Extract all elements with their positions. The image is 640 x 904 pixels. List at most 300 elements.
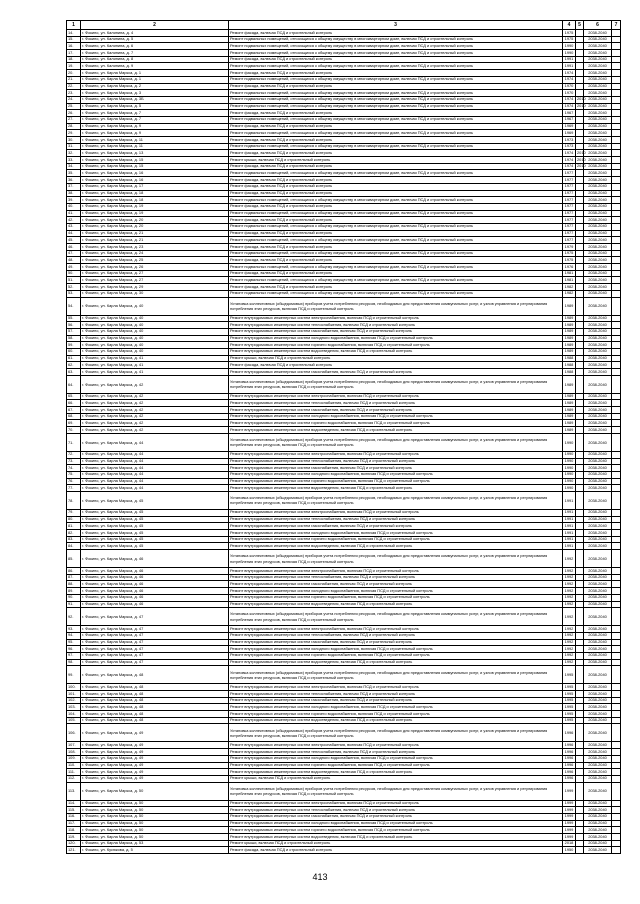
repair-year-cell xyxy=(576,652,584,659)
build-year-cell: 1991 xyxy=(563,516,576,523)
table-row xyxy=(67,30,621,37)
build-year-cell: 1970 xyxy=(563,90,576,97)
note-cell xyxy=(612,769,621,776)
build-year-cell: 1996 xyxy=(563,755,576,762)
note-cell xyxy=(612,807,621,814)
address-cell: г. Фокино, ул. Карла Маркса, д. 48 xyxy=(81,697,229,704)
row-number-cell: 117. xyxy=(67,820,81,827)
address-cell: г. Фокино, ул. Карла Маркса, д. 11 xyxy=(81,143,229,150)
work-type-cell: Ремонт внутридомовых инженерных систем холодного водоснабжения, включая ПСД и строительный контроль xyxy=(229,820,563,827)
note-cell xyxy=(612,639,621,646)
planned-period-cell: 2038-2040 xyxy=(584,50,612,57)
planned-period-cell: 2038-2040 xyxy=(584,711,612,718)
note-cell xyxy=(612,471,621,478)
planned-period-cell: 2038-2040 xyxy=(584,375,612,393)
planned-period-cell: 2038-2040 xyxy=(584,594,612,601)
note-cell xyxy=(612,847,621,854)
build-year-cell: 1995 xyxy=(563,691,576,698)
table-row xyxy=(67,348,621,355)
work-type-cell: Ремонт внутридомовых инженерных систем теплоснабжения, включая ПСД и строительный контроль xyxy=(229,516,563,523)
build-year-cell: 1996 xyxy=(563,769,576,776)
planned-period-cell: 2038-2040 xyxy=(584,478,612,485)
planned-period-cell: 2038-2040 xyxy=(584,574,612,581)
repair-year-cell xyxy=(576,342,584,349)
build-year-cell: 1988 xyxy=(563,369,576,376)
address-cell: г. Фокино, ул. Карла Маркса, д. 50 xyxy=(81,834,229,841)
address-cell: г. Фокино, ул. Карла Маркса, д. 9 xyxy=(81,123,229,130)
table-row xyxy=(67,183,621,190)
note-cell xyxy=(612,163,621,170)
address-cell: г. Фокино, ул. Карла Маркса, д. 25 xyxy=(81,257,229,264)
planned-period-cell: 2038-2040 xyxy=(584,197,612,204)
work-type-cell: Установка коллективных (общедомовых) приборов учета потребления ресурсов, необходимых для предоставления коммунальных услуг, и узлов управления и регулирования потребления этих ресурсов, включая ПСД и строительный контроль xyxy=(229,782,563,800)
repair-year-cell xyxy=(576,516,584,523)
repair-year-cell xyxy=(576,451,584,458)
address-cell: г. Фокино, ул. Карла Маркса, д. 27 xyxy=(81,270,229,277)
work-type-cell: Ремонт внутридомовых инженерных систем теплоснабжения, включая ПСД и строительный контроль xyxy=(229,749,563,756)
repair-year-cell xyxy=(576,270,584,277)
planned-period-cell: 2038-2040 xyxy=(584,626,612,633)
table-row xyxy=(67,749,621,756)
row-number-cell: 29. xyxy=(67,130,81,137)
repair-year-cell xyxy=(576,820,584,827)
row-number-cell: 61. xyxy=(67,355,81,362)
repair-year-cell xyxy=(576,807,584,814)
planned-period-cell: 2038-2040 xyxy=(584,543,612,550)
row-number-cell: 119. xyxy=(67,834,81,841)
address-cell: г. Фокино, ул. Карла Маркса, д. 49 xyxy=(81,724,229,742)
note-cell xyxy=(612,834,621,841)
row-number-cell: 91. xyxy=(67,601,81,608)
build-year-cell: 1990 xyxy=(563,43,576,50)
repair-year-cell xyxy=(576,509,584,516)
work-type-cell: Ремонт внутридомовых инженерных систем газоснабжения, включая ПСД и строительный контроль xyxy=(229,813,563,820)
repair-year-cell: 2010 xyxy=(577,156,586,162)
work-type-cell: Ремонт внутридомовых инженерных систем электроснабжения, включая ПСД и строительный контроль xyxy=(229,315,563,322)
row-number-cell: 115. xyxy=(67,807,81,814)
work-type-cell: Ремонт подвальных помещений, относящихся к общему имуществу в многоквартирном доме, включая ПСД и строительный контроль xyxy=(229,290,563,297)
work-type-cell: Ремонт фасада, включая ПСД и строительный контроль xyxy=(229,110,563,117)
note-cell xyxy=(612,103,621,110)
repair-year-cell xyxy=(576,277,584,284)
planned-period-cell: 2038-2040 xyxy=(584,755,612,762)
note-cell xyxy=(612,775,621,782)
table-row xyxy=(67,427,621,434)
table-row xyxy=(67,328,621,335)
address-cell: г. Фокино, ул. Карла Маркса, д. 46 xyxy=(81,581,229,588)
table-row xyxy=(67,827,621,834)
address-cell: г. Фокино, ул. Карла Маркса, д. 45 xyxy=(81,516,229,523)
planned-period-cell: 2038-2040 xyxy=(584,76,612,83)
planned-period-cell: 2038-2040 xyxy=(584,639,612,646)
table-row xyxy=(67,478,621,485)
address-cell: г. Фокино, ул. Карла Маркса, д. 11 xyxy=(81,137,229,144)
work-type-cell: Ремонт внутридомовых инженерных систем горячего водоснабжения, включая ПСД и строительный контроль xyxy=(229,536,563,543)
work-type-cell: Ремонт подвальных помещений, относящихся к общему имуществу в многоквартирном доме, включая ПСД и строительный контроль xyxy=(229,264,563,271)
table-row xyxy=(67,724,621,742)
work-type-cell: Ремонт фасада, включая ПСД и строительный контроль xyxy=(229,83,563,90)
note-cell xyxy=(612,348,621,355)
address-cell: г. Фокино, ул. Карла Маркса, д. 18 xyxy=(81,197,229,204)
repair-year-cell xyxy=(576,536,584,543)
build-year-cell: 1989 xyxy=(563,322,576,329)
address-cell: г. Фокино, ул. Карла Маркса, д. 45 xyxy=(81,509,229,516)
note-cell xyxy=(612,70,621,77)
build-year-cell: 1977 xyxy=(563,237,576,244)
row-number-cell: 25. xyxy=(67,103,81,110)
note-cell xyxy=(612,516,621,523)
table-row xyxy=(67,433,621,451)
note-cell xyxy=(612,355,621,362)
repair-year-cell xyxy=(576,827,584,834)
repair-year-cell xyxy=(576,717,584,724)
table-row xyxy=(67,632,621,639)
build-year-cell: 1969 xyxy=(563,130,576,137)
work-type-cell: Ремонт внутридомовых инженерных систем водоотведения, включая ПСД и строительный контроль xyxy=(229,769,563,776)
note-cell xyxy=(612,50,621,57)
work-type-cell: Ремонт фасада, включая ПСД и строительный контроль xyxy=(229,270,563,277)
planned-period-cell: 2038-2040 xyxy=(584,150,612,157)
row-number-cell: 74. xyxy=(67,465,81,472)
note-cell xyxy=(612,684,621,691)
address-cell: г. Фокино, ул. Карла Маркса, д. 45 xyxy=(81,491,229,509)
row-number-cell: 35. xyxy=(67,170,81,177)
address-cell: г. Фокино, ул. Карла Маркса, д. 41 xyxy=(81,362,229,369)
table-row xyxy=(67,264,621,271)
work-type-cell: Ремонт фасада, включая ПСД и строительный контроль xyxy=(229,137,563,144)
work-type-cell: Ремонт внутридомовых инженерных систем горячего водоснабжения, включая ПСД и строительный контроль xyxy=(229,478,563,485)
address-cell: г. Фокино, ул. Карла Маркса, д. 1 xyxy=(81,76,229,83)
build-year-cell: 1991 xyxy=(563,543,576,550)
address-cell: г. Фокино, ул. Калинина, д. 6 xyxy=(81,43,229,50)
row-number-cell: 23. xyxy=(67,90,81,97)
note-cell xyxy=(612,536,621,543)
note-cell xyxy=(612,594,621,601)
build-year-cell: 1999 xyxy=(563,813,576,820)
note-cell xyxy=(612,203,621,210)
note-cell xyxy=(612,56,621,63)
address-cell: г. Фокино, ул. Карла Маркса, д. 21 xyxy=(81,230,229,237)
planned-period-cell: 2038-2040 xyxy=(584,183,612,190)
note-cell xyxy=(612,130,621,137)
build-year-cell: 1989 xyxy=(563,400,576,407)
row-number-cell: 67. xyxy=(67,407,81,414)
build-year-cell: 1999 xyxy=(563,827,576,834)
row-number-cell: 14. xyxy=(67,30,81,37)
planned-period-cell: 2038-2040 xyxy=(584,116,612,123)
planned-period-cell: 2038-2040 xyxy=(584,813,612,820)
row-number-cell: 68. xyxy=(67,413,81,420)
address-cell: г. Фокино, ул. Карла Маркса, д. 49 xyxy=(81,755,229,762)
repair-year-cell xyxy=(576,608,584,626)
planned-period-cell: 2038-2040 xyxy=(584,840,612,847)
note-cell xyxy=(612,652,621,659)
address-cell: г. Фокино, ул. Карла Маркса, д. 41 xyxy=(81,369,229,376)
build-year-cell: 1992 xyxy=(563,568,576,575)
repair-year-cell xyxy=(576,393,584,400)
build-year-cell: 1992 xyxy=(563,608,576,626)
table-row xyxy=(67,550,621,568)
work-type-cell: Ремонт внутридомовых инженерных систем холодного водоснабжения, включая ПСД и строительный контроль xyxy=(229,704,563,711)
row-number-cell: 31. xyxy=(67,143,81,150)
note-cell xyxy=(612,277,621,284)
repair-year-cell xyxy=(576,847,584,854)
repair-year-cell xyxy=(576,407,584,414)
build-year-cell: 1975 xyxy=(563,36,576,43)
build-year-cell: 1989 xyxy=(563,315,576,322)
planned-period-cell: 2038-2040 xyxy=(584,775,612,782)
address-cell: г. Фокино, ул. Карла Маркса, д. 48 xyxy=(81,717,229,724)
row-number-cell: 36. xyxy=(67,177,81,184)
repair-year-cell xyxy=(576,574,584,581)
note-cell xyxy=(612,270,621,277)
table-row xyxy=(67,110,621,117)
row-number-cell: 116. xyxy=(67,813,81,820)
planned-period-cell: 2038-2040 xyxy=(584,684,612,691)
build-year-cell: 1989 xyxy=(563,427,576,434)
table-row xyxy=(67,568,621,575)
table-row xyxy=(67,123,621,130)
work-type-cell: Ремонт подвальных помещений, относящихся к общему имуществу в многоквартирном доме, включая ПСД и строительный контроль xyxy=(229,197,563,204)
row-number-cell: 27. xyxy=(67,116,81,123)
address-cell: г. Фокино, ул. Карла Маркса, д. 42 xyxy=(81,407,229,414)
repair-year-cell xyxy=(576,250,584,257)
table-row xyxy=(67,400,621,407)
build-year-cell: 1995 xyxy=(563,697,576,704)
address-cell: г. Фокино, ул. Карла Маркса, д. 44 xyxy=(81,433,229,451)
address-cell: г. Фокино, ул. Карла Маркса, д. 47 xyxy=(81,639,229,646)
address-cell: г. Фокино, ул. Карла Маркса, д. 45 xyxy=(81,523,229,530)
work-type-cell: Ремонт подвальных помещений, относящихся к общему имуществу в многоквартирном доме, включая ПСД и строительный контроль xyxy=(229,103,563,110)
work-type-cell: Ремонт внутридомовых инженерных систем электроснабжения, включая ПСД и строительный контроль xyxy=(229,626,563,633)
planned-period-cell: 2038-2040 xyxy=(584,847,612,854)
row-number-cell: 63. xyxy=(67,369,81,376)
note-cell xyxy=(612,742,621,749)
build-year-cell: 1992 xyxy=(563,594,576,601)
note-cell xyxy=(612,588,621,595)
table-row xyxy=(67,574,621,581)
planned-period-cell: 2038-2040 xyxy=(584,123,612,130)
table-row xyxy=(67,150,621,157)
address-cell: г. Фокино, ул. Калинина, д. 7 xyxy=(81,50,229,57)
planned-period-cell: 2038-2040 xyxy=(584,762,612,769)
repair-year-cell xyxy=(576,485,584,492)
work-type-cell: Ремонт подвальных помещений, относящихся к общему имуществу в многоквартирном доме, включая ПСД и строительный контроль xyxy=(229,116,563,123)
repair-year-cell xyxy=(576,775,584,782)
build-year-cell: 1973 xyxy=(563,143,576,150)
note-cell xyxy=(612,458,621,465)
row-number-cell: 65. xyxy=(67,393,81,400)
table-row xyxy=(67,769,621,776)
table-row xyxy=(67,190,621,197)
planned-period-cell: 2038-2040 xyxy=(584,297,612,315)
build-year-cell: 1990 xyxy=(563,458,576,465)
row-number-cell: 70. xyxy=(67,427,81,434)
build-year-cell: 1989 xyxy=(563,407,576,414)
build-year-cell: 1977 xyxy=(563,203,576,210)
work-type-cell: Ремонт внутридомовых инженерных систем горячего водоснабжения, включая ПСД и строительный контроль xyxy=(229,827,563,834)
note-cell xyxy=(612,157,621,164)
row-number-cell: 73. xyxy=(67,458,81,465)
row-number-cell: 60. xyxy=(67,348,81,355)
work-type-cell: Ремонт внутридомовых инженерных систем газоснабжения, включая ПСД и строительный контроль xyxy=(229,639,563,646)
table-row xyxy=(67,36,621,43)
repair-year-cell xyxy=(576,400,584,407)
note-cell xyxy=(612,465,621,472)
row-number-cell: 95. xyxy=(67,639,81,646)
planned-period-cell: 2038-2040 xyxy=(584,724,612,742)
address-cell: г. Фокино, ул. Карла Маркса, д. 40 xyxy=(81,328,229,335)
table-row xyxy=(67,608,621,626)
planned-period-cell: 2038-2040 xyxy=(584,335,612,342)
address-cell: г. Фокино, ул. Карла Маркса, д. 44 xyxy=(81,451,229,458)
work-type-cell: Ремонт подвальных помещений, относящихся к общему имуществу в многоквартирном доме, включая ПСД и строительный контроль xyxy=(229,223,563,230)
row-number-cell: 43. xyxy=(67,223,81,230)
row-number-cell: 90. xyxy=(67,594,81,601)
address-cell: г. Фокино, ул. Карла Маркса, д. 7 xyxy=(81,110,229,117)
row-number-cell: 32. xyxy=(67,150,81,157)
address-cell: г. Фокино, ул. Калинина, д. 4 xyxy=(81,30,229,37)
work-type-cell: Ремонт фасада, включая ПСД и строительный контроль xyxy=(229,30,563,37)
planned-period-cell: 2038-2040 xyxy=(584,322,612,329)
repair-year-cell xyxy=(576,530,584,537)
note-cell xyxy=(612,217,621,224)
work-type-cell: Ремонт внутридомовых инженерных систем теплоснабжения, включая ПСД и строительный контроль xyxy=(229,632,563,639)
table-row xyxy=(67,646,621,653)
repair-year-cell xyxy=(576,284,584,291)
repair-year-cell xyxy=(576,666,584,684)
build-year-cell: 1992 xyxy=(563,652,576,659)
repair-year-cell xyxy=(576,116,584,123)
table-row xyxy=(67,177,621,184)
build-year-cell: 1991 xyxy=(563,56,576,63)
table-row xyxy=(67,451,621,458)
planned-period-cell: 2038-2040 xyxy=(584,157,612,164)
repair-year-cell xyxy=(576,458,584,465)
table-row xyxy=(67,840,621,847)
note-cell xyxy=(612,717,621,724)
address-cell: г. Фокино, ул. Карла Маркса, д. 48 xyxy=(81,704,229,711)
row-number-cell: 37. xyxy=(67,183,81,190)
address-cell: г. Фокино, ул. Карла Маркса, д. 47 xyxy=(81,632,229,639)
address-cell: г. Фокино, ул. Карла Маркса, д. 19 xyxy=(81,203,229,210)
work-type-cell: Ремонт фасада, включая ПСД и строительный контроль xyxy=(229,284,563,291)
table-row xyxy=(67,56,621,63)
repair-year-cell xyxy=(576,420,584,427)
address-cell: г. Фокино, ул. Карла Маркса, д. 47 xyxy=(81,652,229,659)
table-row xyxy=(67,163,621,170)
note-cell xyxy=(612,427,621,434)
address-cell: г. Фокино, ул. Карла Маркса, д. 50 xyxy=(81,807,229,814)
work-type-cell: Ремонт внутридомовых инженерных систем электроснабжения, включая ПСД и строительный контроль xyxy=(229,568,563,575)
row-number-cell: 55. xyxy=(67,315,81,322)
note-cell xyxy=(612,264,621,271)
row-number-cell: 52. xyxy=(67,284,81,291)
row-number-cell: 113. xyxy=(67,782,81,800)
planned-period-cell: 2038-2040 xyxy=(584,103,612,110)
row-number-cell: 109. xyxy=(67,755,81,762)
table-row xyxy=(67,244,621,251)
table-row xyxy=(67,594,621,601)
planned-period-cell: 2038-2040 xyxy=(584,210,612,217)
table-row xyxy=(67,639,621,646)
planned-period-cell: 2038-2040 xyxy=(584,491,612,509)
planned-period-cell: 2038-2040 xyxy=(584,237,612,244)
repair-year-cell xyxy=(576,264,584,271)
note-cell xyxy=(612,840,621,847)
row-number-cell: 84. xyxy=(67,543,81,550)
address-cell: г. Фокино, ул. Карла Маркса, д. 49 xyxy=(81,749,229,756)
build-year-cell: 1977 xyxy=(563,177,576,184)
address-cell: г. Фокино, ул. Карла Маркса, д. 3 xyxy=(81,90,229,97)
address-cell: г. Фокино, ул. Карла Маркса, д. 45 xyxy=(81,536,229,543)
planned-period-cell: 2038-2040 xyxy=(584,369,612,376)
build-year-cell: 1989 xyxy=(563,328,576,335)
row-number-cell: 28. xyxy=(67,123,81,130)
repair-year-cell xyxy=(576,834,584,841)
row-number-cell: 41. xyxy=(67,210,81,217)
planned-period-cell: 2038-2040 xyxy=(584,96,612,103)
row-number-cell: 105. xyxy=(67,717,81,724)
note-cell xyxy=(612,755,621,762)
build-year-cell: 1977 xyxy=(563,183,576,190)
address-cell: г. Фокино, ул. Карла Маркса, д. 48 xyxy=(81,691,229,698)
planned-period-cell: 2038-2040 xyxy=(584,523,612,530)
build-year-cell: 1989 xyxy=(563,335,576,342)
address-cell: г. Фокино, ул. Карла Маркса, д. 20 xyxy=(81,217,229,224)
note-cell xyxy=(612,190,621,197)
build-year-cell: 1974 xyxy=(563,150,576,157)
work-type-cell: Ремонт подвальных помещений, относящихся к общему имуществу в многоквартирном доме, включая ПСД и строительный контроль xyxy=(229,250,563,257)
repair-year-cell xyxy=(576,355,584,362)
build-year-cell: 1977 xyxy=(563,197,576,204)
table-row xyxy=(67,813,621,820)
note-cell xyxy=(612,230,621,237)
address-cell: г. Фокино, ул. Карла Маркса, д. 47 xyxy=(81,626,229,633)
table-row xyxy=(67,523,621,530)
table-row xyxy=(67,96,621,103)
note-cell xyxy=(612,632,621,639)
planned-period-cell: 2038-2040 xyxy=(584,83,612,90)
planned-period-cell: 2038-2040 xyxy=(584,30,612,37)
table-row xyxy=(67,775,621,782)
note-cell xyxy=(612,197,621,204)
table-row xyxy=(67,704,621,711)
table-row xyxy=(67,230,621,237)
table-row xyxy=(67,210,621,217)
planned-period-cell: 2038-2040 xyxy=(584,70,612,77)
planned-period-cell: 2038-2040 xyxy=(584,536,612,543)
note-cell xyxy=(612,581,621,588)
address-cell: г. Фокино, ул. Карла Маркса, д. 42 xyxy=(81,400,229,407)
address-cell: г. Фокино, ул. Карла Маркса, д. 49 xyxy=(81,775,229,782)
repair-year-cell xyxy=(576,322,584,329)
table-row xyxy=(67,800,621,807)
planned-period-cell: 2038-2040 xyxy=(584,427,612,434)
repair-year-cell xyxy=(576,257,584,264)
build-year-cell: 1996 xyxy=(563,724,576,742)
build-year-cell: 1995 xyxy=(563,711,576,718)
build-year-cell: 1989 xyxy=(563,342,576,349)
address-cell: г. Фокино, ул. Карла Маркса, д. 44 xyxy=(81,471,229,478)
work-type-cell: Установка коллективных (общедомовых) приборов учета потребления ресурсов, необходимых для предоставления коммунальных услуг, и узлов управления и регулирования потребления этих ресурсов, включая ПСД и строительный контроль xyxy=(229,724,563,742)
note-cell xyxy=(612,433,621,451)
note-cell xyxy=(612,800,621,807)
repair-year-cell xyxy=(576,601,584,608)
work-type-cell: Ремонт внутридомовых инженерных систем газоснабжения, включая ПСД и строительный контроль xyxy=(229,581,563,588)
note-cell xyxy=(612,183,621,190)
address-cell: г. Фокино, ул. Карла Маркса, д. 20 xyxy=(81,223,229,230)
